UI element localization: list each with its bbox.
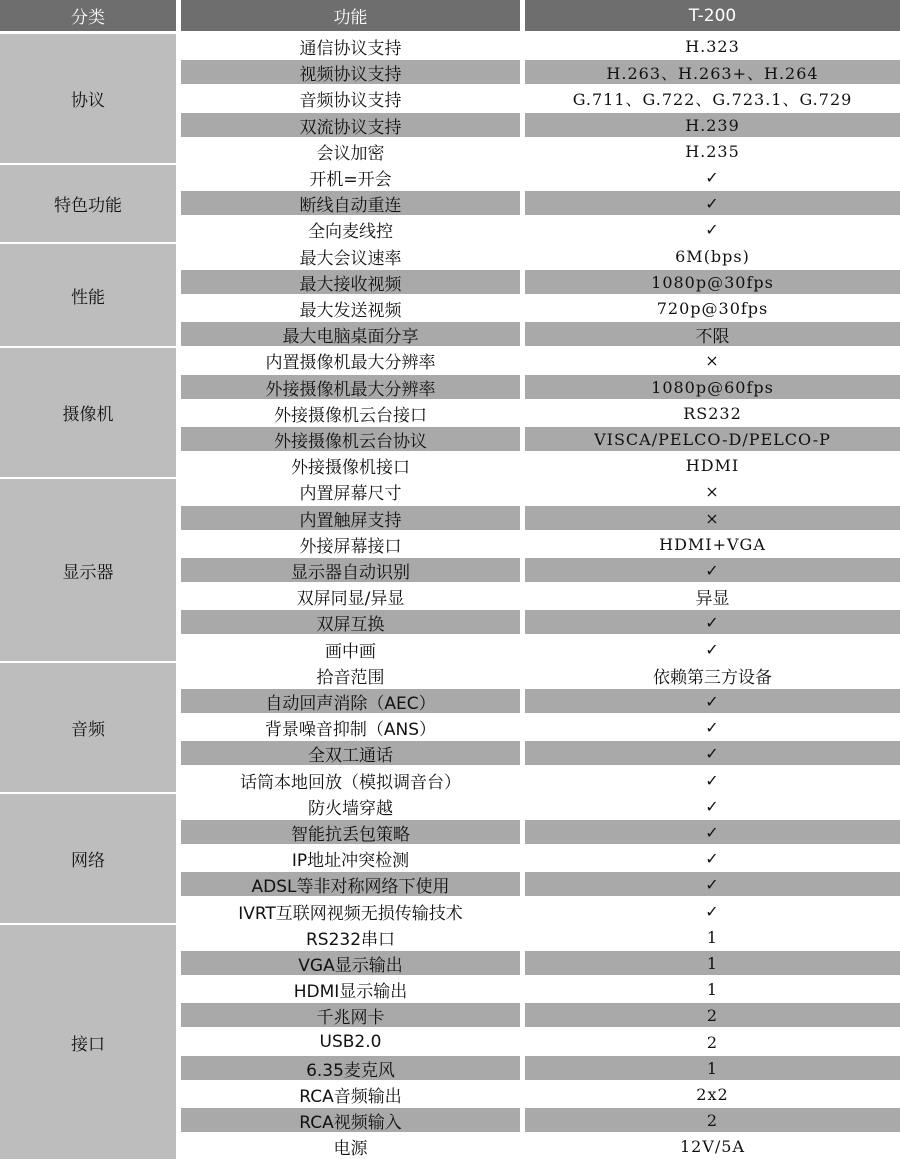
feature-cell: 智能抗丢包策略: [181, 820, 520, 844]
value-cell: 1080p@60fps: [525, 375, 900, 399]
value-cell: ✓: [705, 901, 720, 921]
category-cell: 特色功能: [0, 165, 176, 242]
feature-cell: RS232串口: [305, 929, 396, 950]
feature-cell: 最大会议速率: [299, 248, 402, 269]
value-cell: ✓: [705, 848, 720, 868]
value-cell: 依赖第三方设备: [653, 667, 772, 688]
feature-cell: 双屏同显/异显: [296, 588, 405, 609]
feature-cell: IP地址冲突检测: [291, 850, 410, 871]
feature-cell: 会议加密: [316, 143, 385, 164]
feature-cell: VGA显示输出: [181, 951, 520, 975]
feature-cell: 拾音范围: [316, 667, 385, 688]
feature-cell: 视频协议支持: [181, 60, 520, 84]
feature-cell: 全双工通话: [181, 741, 520, 765]
feature-cell: 6.35麦克风: [181, 1056, 520, 1080]
value-cell: 720p@30fps: [656, 298, 769, 318]
feature-cell: USB2.0: [319, 1032, 382, 1052]
feature-cell: 外接摄像机最大分辨率: [181, 375, 520, 399]
feature-cell: 防火墙穿越: [308, 798, 393, 819]
feature-cell: 双屏互换: [181, 610, 520, 634]
category-cell: 协议: [0, 34, 176, 163]
feature-cell: 背景噪音抑制（ANS）: [264, 719, 437, 740]
feature-cell: 最大电脑桌面分享: [181, 322, 520, 346]
feature-cell: RCA音频输出: [299, 1086, 402, 1107]
feature-cell: 通信协议支持: [299, 38, 402, 59]
value-cell: 1: [706, 927, 719, 947]
feature-cell: 画中画: [325, 641, 376, 662]
value-cell: 6M(bps): [675, 246, 750, 266]
feature-cell: 开机=开会: [309, 169, 392, 190]
value-cell: ✓: [525, 689, 900, 713]
value-cell: 异显: [695, 588, 730, 609]
value-cell: RS232: [683, 403, 742, 423]
feature-cell: 内置屏幕尺寸: [299, 483, 402, 504]
value-cell: 2: [706, 1032, 719, 1052]
category-cell: 摄像机: [0, 348, 176, 477]
header-model: T-200: [525, 0, 900, 31]
value-cell: 1: [706, 979, 719, 999]
feature-cell: 话筒本地回放（模拟调音台）: [240, 772, 461, 793]
feature-cell: 最大发送视频: [299, 300, 402, 321]
value-cell: ✓: [525, 610, 900, 634]
feature-cell: RCA视频输入: [181, 1108, 520, 1132]
value-cell: 1: [525, 1056, 900, 1080]
value-cell: H.235: [685, 141, 740, 161]
value-cell: ✓: [705, 717, 720, 737]
feature-cell: 内置触屏支持: [181, 506, 520, 530]
value-cell: HDMI+VGA: [659, 534, 766, 554]
feature-cell: 显示器自动识别: [181, 558, 520, 582]
value-cell: ✓: [705, 639, 720, 659]
feature-cell: 音频协议支持: [299, 90, 402, 111]
value-cell: ×: [705, 481, 720, 501]
category-cell: 网络: [0, 794, 176, 923]
value-cell: ×: [705, 350, 720, 370]
feature-cell: 最大接收视频: [181, 270, 520, 294]
category-cell: 音频: [0, 663, 176, 792]
value-cell: H.263、H.263+、H.264: [525, 60, 900, 84]
header-feature: 功能: [181, 0, 520, 31]
feature-cell: 外接屏幕接口: [299, 536, 402, 557]
feature-cell: IVRT互联网视频无损传输技术: [238, 903, 463, 924]
feature-cell: 自动回声消除（AEC）: [181, 689, 520, 713]
value-cell: ✓: [705, 167, 720, 187]
category-cell: 接口: [0, 925, 176, 1159]
value-cell: ✓: [705, 219, 720, 239]
feature-cell: 双流协议支持: [181, 113, 520, 137]
value-cell: VISCA/PELCO-D/PELCO-P: [525, 427, 900, 451]
value-cell: ✓: [525, 872, 900, 896]
value-cell: ✓: [705, 770, 720, 790]
value-cell: ✓: [705, 796, 720, 816]
feature-cell: 外接摄像机云台协议: [181, 427, 520, 451]
value-cell: ✓: [525, 558, 900, 582]
value-cell: H.323: [685, 36, 740, 56]
value-cell: HDMI: [685, 455, 740, 475]
feature-cell: 电源: [333, 1138, 368, 1159]
value-cell: H.239: [525, 113, 900, 137]
category-cell: 显示器: [0, 479, 176, 661]
feature-cell: 断线自动重连: [181, 191, 520, 215]
value-cell: 2: [525, 1108, 900, 1132]
header-category: 分类: [0, 0, 176, 31]
value-cell: G.711、G.722、G.723.1、G.729: [572, 89, 853, 109]
value-cell: ✓: [525, 191, 900, 215]
value-cell: ×: [525, 506, 900, 530]
feature-cell: 外接摄像机接口: [291, 457, 410, 478]
value-cell: 1: [525, 951, 900, 975]
feature-cell: 千兆网卡: [181, 1003, 520, 1027]
value-cell: 不限: [525, 322, 900, 346]
feature-cell: 全向麦线控: [308, 221, 393, 242]
feature-cell: HDMI显示输出: [293, 981, 408, 1002]
value-cell: ✓: [525, 741, 900, 765]
feature-cell: 外接摄像机云台接口: [274, 405, 427, 426]
value-cell: 12V/5A: [679, 1136, 746, 1156]
feature-cell: ADSL等非对称网络下使用: [181, 872, 520, 896]
value-cell: 2x2: [696, 1084, 729, 1104]
value-cell: ✓: [525, 820, 900, 844]
value-cell: 2: [525, 1003, 900, 1027]
category-cell: 性能: [0, 244, 176, 346]
feature-cell: 内置摄像机最大分辨率: [265, 352, 436, 373]
value-cell: 1080p@30fps: [525, 270, 900, 294]
